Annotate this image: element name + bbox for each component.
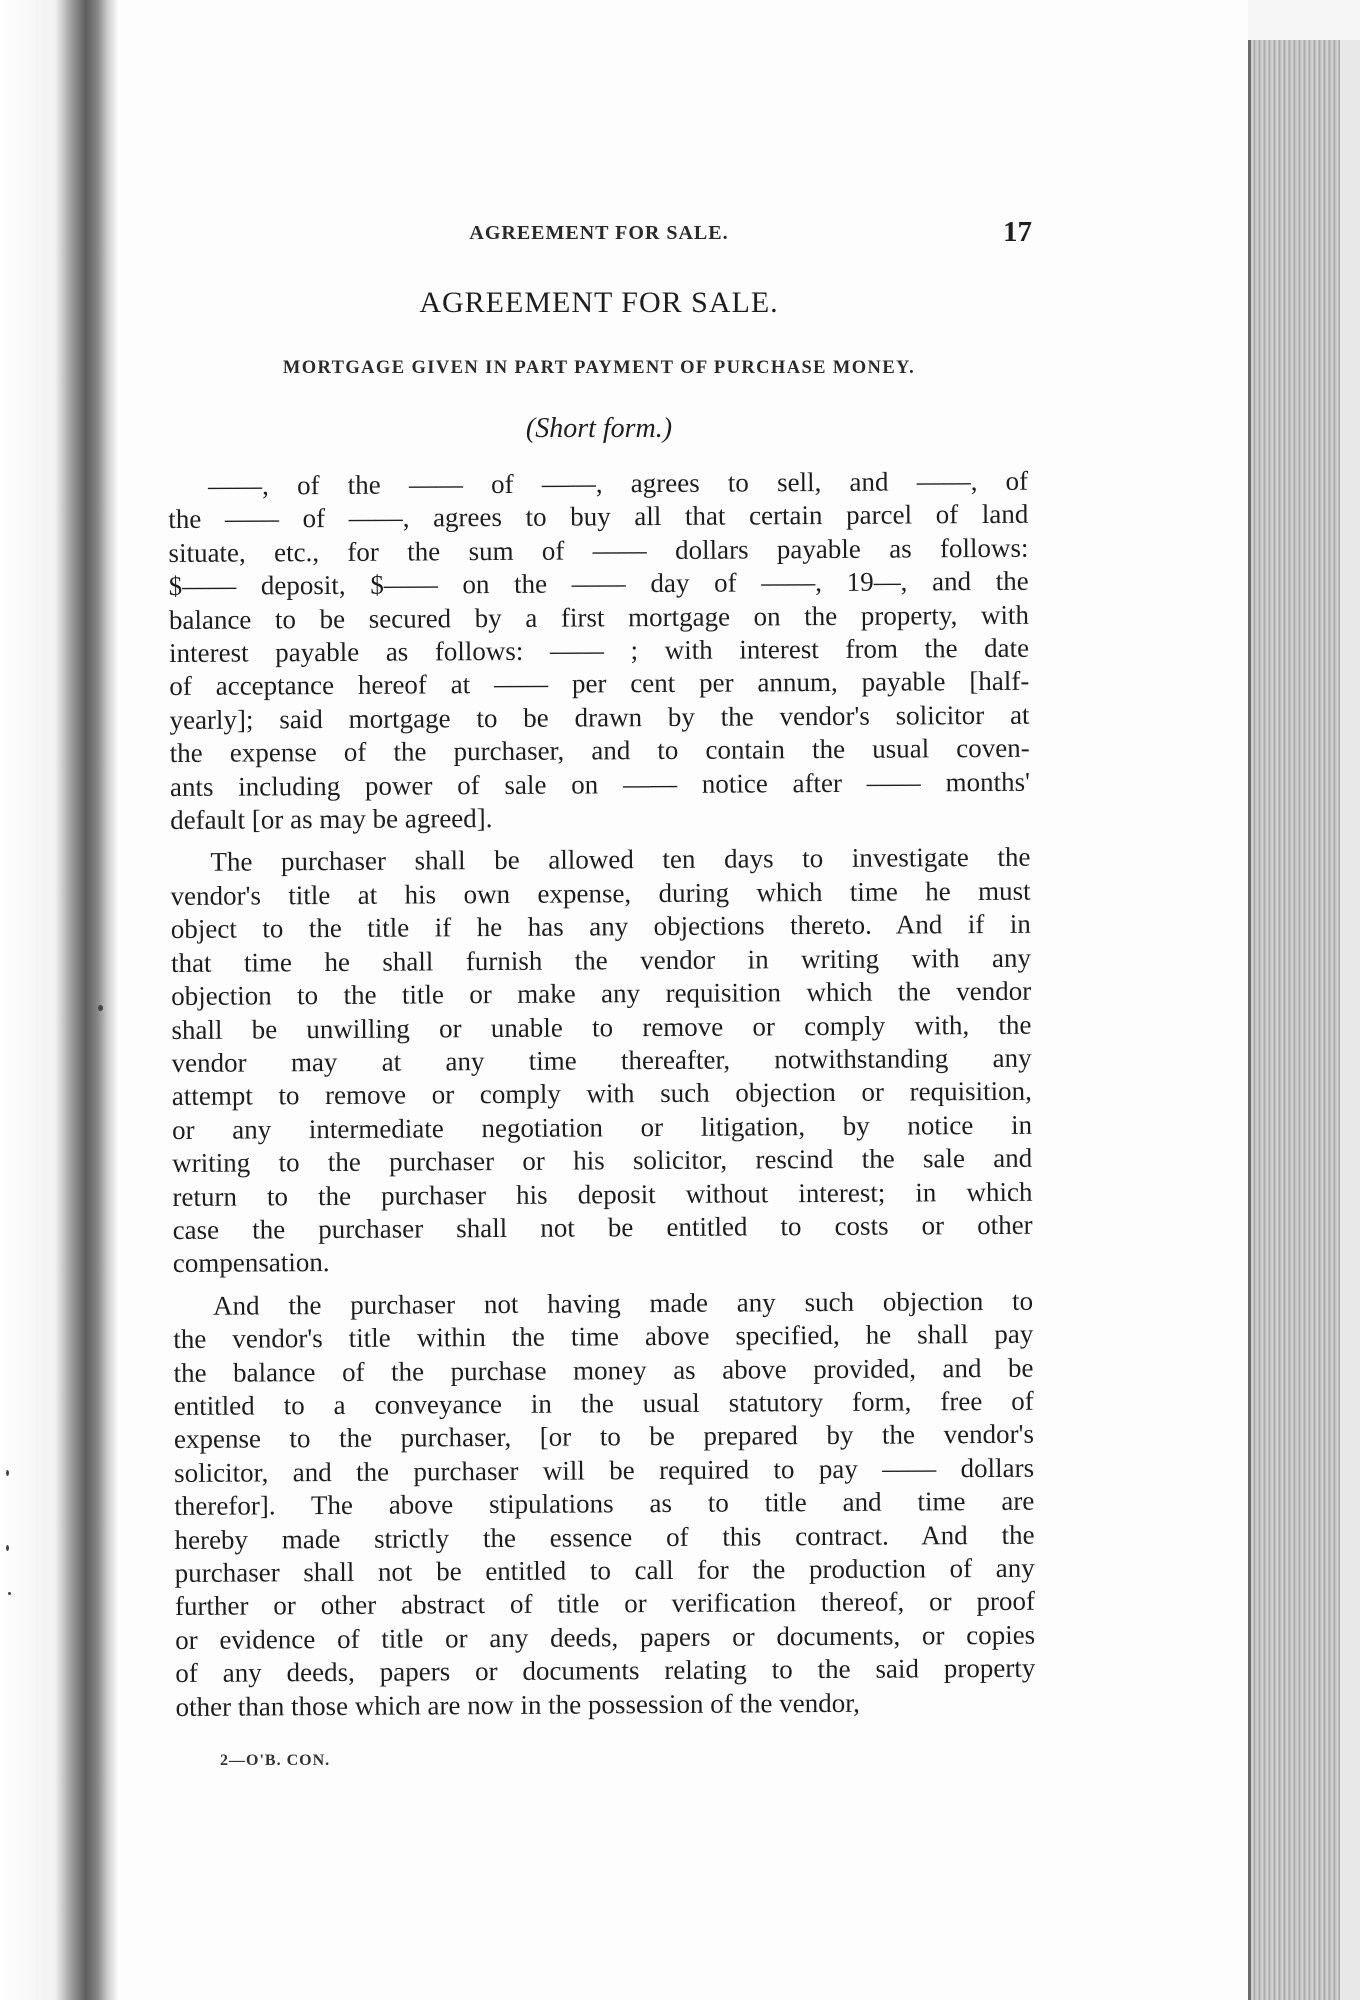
text-line: vendor may at any time thereafter, notwithstanding any	[171, 1042, 1032, 1078]
text-line: return to the purchaser his deposit without interest; in which	[172, 1176, 1033, 1212]
text-line: objection to the title or make any requisition which the vendor	[171, 975, 1032, 1012]
text-line: that time he shall furnish the vendor in writing with any	[170, 942, 1032, 978]
text-line: writing to the purchaser or his solicitor, rescind the sale and	[172, 1142, 1033, 1179]
text-line: shall be unwilling or unable to remove or comply with, the	[171, 1009, 1032, 1045]
print-speck	[98, 1005, 103, 1011]
text-line: or evidence of title or any deeds, papers or documents, or copies	[175, 1619, 1036, 1655]
text-line: the —— of ——, agrees to buy all that certain parcel of land	[168, 499, 1029, 535]
text-line: the expense of the purchaser, and to contain the usual coven-	[169, 732, 1030, 769]
text-line: compensation.	[172, 1247, 330, 1279]
text-line: case the purchaser shall not be entitled to costs or other	[172, 1209, 1033, 1245]
text-line: the balance of the purchase money as above provided, and be	[173, 1352, 1034, 1388]
text-line: entitled to a conveyance in the usual statutory form, free of	[173, 1385, 1034, 1421]
text-line: other than those which are now in the possession of the vendor,	[175, 1687, 860, 1722]
text-line: therefor]. The above stipulations as to title and time are	[174, 1485, 1035, 1522]
page-edge-top	[1248, 0, 1360, 40]
paragraph	[168, 465, 1030, 838]
text-line: balance to be secured by a first mortgage on the property, with	[168, 599, 1029, 635]
text-line: ——, of the —— of ——, agrees to sell, and ——, of	[208, 465, 1029, 501]
text-line: ants including power of sale on —— notice after —— months'	[169, 766, 1031, 802]
print-speck	[6, 1545, 9, 1551]
text-line: the vendor's title within the time above specified, he shall pay	[173, 1318, 1034, 1355]
text-line: solicitor, and the purchaser will be required to pay —— dollars	[174, 1452, 1035, 1488]
section-title: AGREEMENT FOR SALE.	[419, 286, 779, 319]
text-line: hereby made strictly the essence of this contract. And the	[174, 1519, 1035, 1555]
form-note: (Short form.)	[525, 413, 673, 444]
text-line: interest payable as follows: —— ; with interest from the date	[169, 632, 1030, 669]
paragraph	[170, 841, 1033, 1281]
book-binding-gutter	[0, 0, 118, 2000]
text-line: yearly]; said mortgage to be drawn by the vendor's solicitor at	[169, 699, 1030, 735]
text-line: The purchaser shall be allowed ten days to investigate the	[210, 842, 1031, 878]
text-line: of any deeds, papers or documents relating to the said property	[175, 1652, 1036, 1689]
text-line: situate, etc., for the sum of —— dollars payable as follows:	[168, 532, 1029, 568]
text-line: purchaser shall not be entitled to call for the production of any	[174, 1552, 1035, 1588]
print-speck	[8, 1592, 11, 1595]
text-line: of acceptance hereof at —— per cent per annum, payable [half-	[169, 666, 1030, 702]
section-subtitle: MORTGAGE GIVEN IN PART PAYMENT OF PURCHASE MONEY.	[282, 358, 916, 378]
page-stack-cap	[1340, 40, 1360, 2000]
print-speck	[6, 1470, 9, 1476]
text-line: further or other abstract of title or verification thereof, or proof	[174, 1586, 1036, 1622]
page-number: 17	[1003, 216, 1032, 248]
text-line: And the purchaser not having made any such objection to	[213, 1285, 1034, 1321]
signature-mark: 2—O'B. CON.	[220, 1752, 331, 1769]
text-line: or any intermediate negotiation or litigation, by notice in	[171, 1109, 1033, 1145]
text-line: $—— deposit, $—— on the —— day of ——, 19—, and the	[168, 565, 1029, 602]
text-line: expense to the purchaser, [or to be prepared by the vendor's	[173, 1419, 1034, 1455]
text-line: default [or as may be agreed].	[170, 803, 493, 836]
text-line: attempt to remove or comply with such objection or requisition,	[171, 1076, 1032, 1112]
body-text	[168, 465, 1036, 1724]
running-head: AGREEMENT FOR SALE.	[469, 222, 729, 244]
paragraph	[173, 1284, 1036, 1724]
text-line: vendor's title at his own expense, during which time he must	[170, 875, 1031, 911]
text-line: object to the title if he has any objections thereto. And if in	[170, 909, 1031, 945]
